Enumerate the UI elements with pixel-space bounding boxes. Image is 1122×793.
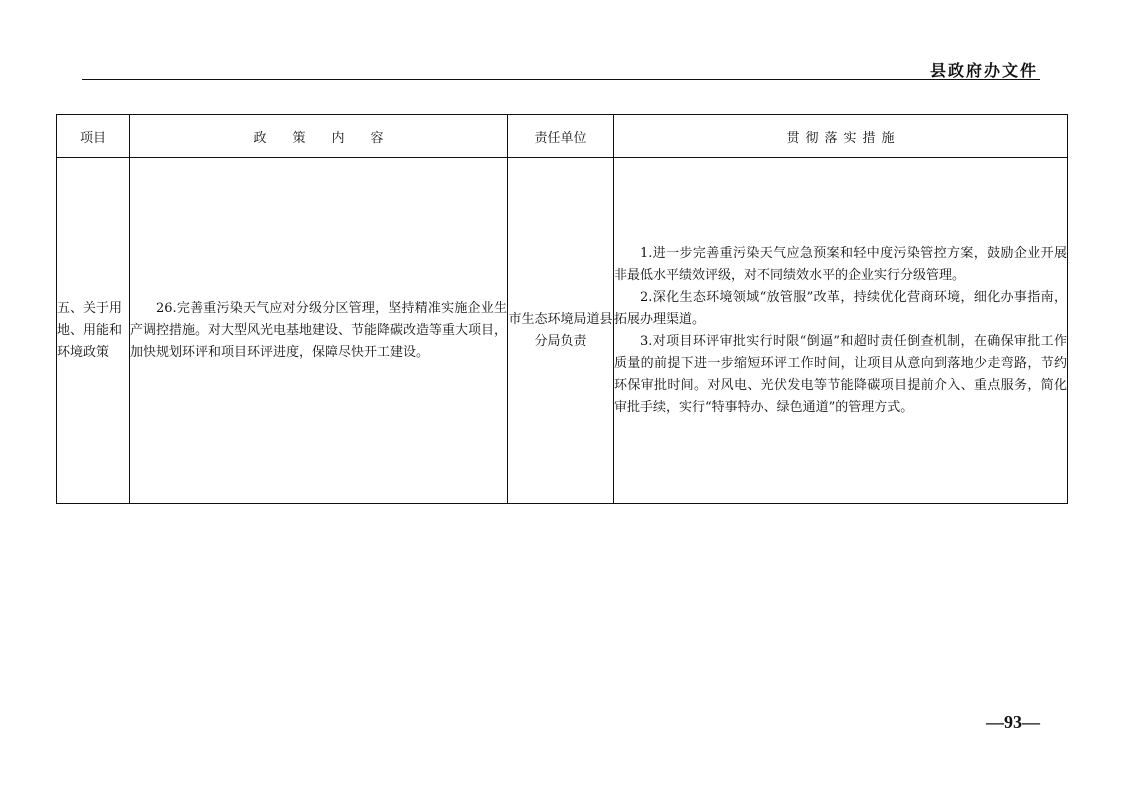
cell-unit: 市生态环境局道县分局负责 bbox=[508, 158, 614, 504]
table-header-row bbox=[57, 115, 1068, 158]
page-number: —93— bbox=[986, 712, 1040, 732]
measure-item-1: 1.进一步完善重污染天气应急预案和轻中度污染管控方案，鼓励企业开展非最低水平绩效评级，对不同绩效水平的企业实行分级管理。 bbox=[614, 245, 1067, 283]
column-header-content-label: 政策内容 bbox=[253, 130, 410, 146]
cell-content bbox=[130, 158, 508, 504]
cell-measures bbox=[614, 158, 1068, 504]
column-header-content bbox=[130, 115, 508, 158]
table-row bbox=[57, 158, 1068, 504]
column-header-project: 项目 bbox=[57, 115, 130, 158]
measure-item-2: 2.深化生态环境领域“放管服”改革，持续优化营商环境，细化办事指南，拓展办理渠道。 bbox=[614, 289, 1067, 327]
running-head: 县政府办文件 bbox=[929, 61, 1038, 80]
column-header-unit: 责任单位 bbox=[508, 115, 614, 158]
column-header-measures bbox=[614, 115, 1068, 158]
cell-project: 五、关于用地、用能和环境政策 bbox=[57, 158, 130, 504]
content-paragraph: 26.完善重污染天气应对分级分区管理，坚持精准实施企业生产调控措施。对大型风光电基地建设、节能降碳改造等重大项目，加快规划环评和项目环评进度，保障尽快开工建设。 bbox=[130, 300, 508, 360]
policy-table bbox=[56, 114, 1068, 504]
header-rule bbox=[82, 79, 1040, 80]
measure-item-3: 3.对项目环评审批实行时限“倒逼”和超时责任倒查机制，在确保审批工作质量的前提下进一步缩短环评工作时间，让项目从意向到落地少走弯路，节约环保审批时间。对风电、光伏发电等节能降碳项目提前介入、重点服务，简化审批手续，实行“特事特办、绿色通道”的管理方式。 bbox=[614, 333, 1067, 415]
column-header-measures-label: 贯彻落实措施 bbox=[786, 130, 901, 146]
